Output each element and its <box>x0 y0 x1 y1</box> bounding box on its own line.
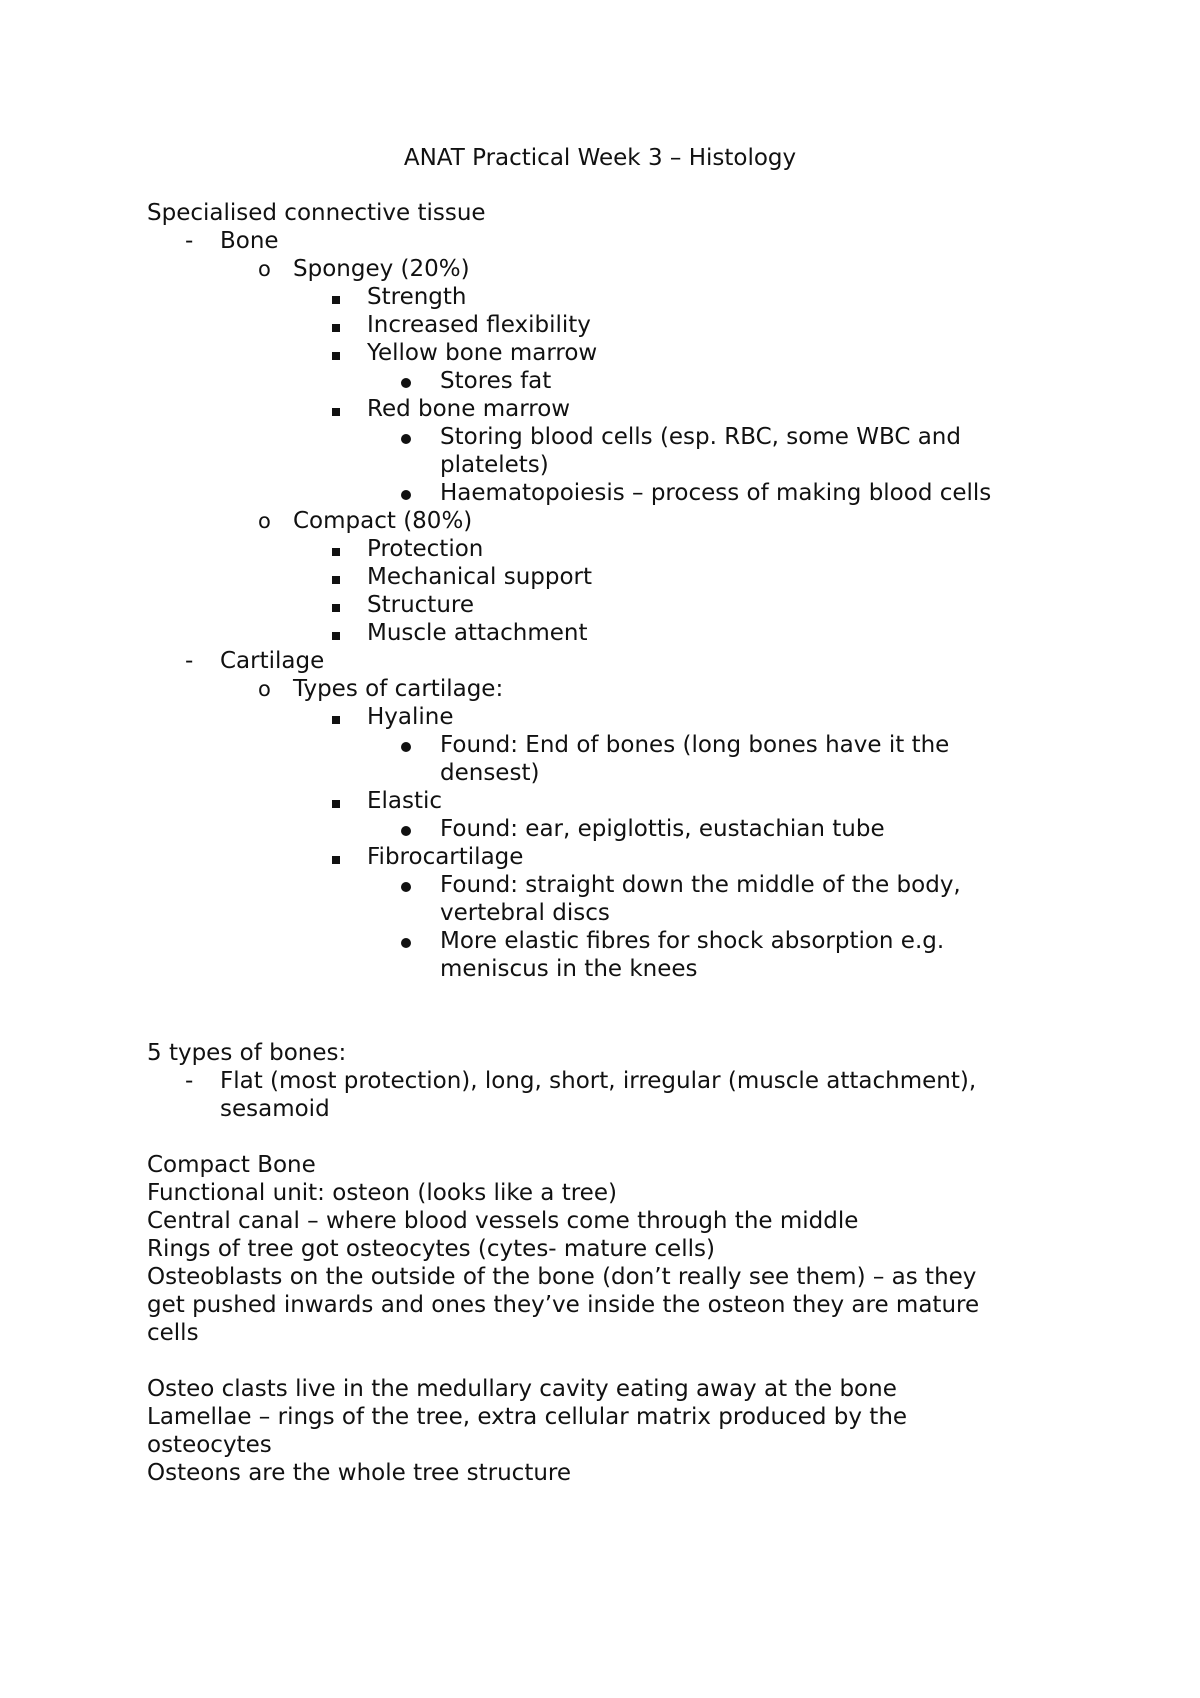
list-item-protection: Protection <box>367 536 484 562</box>
square-bullet <box>332 703 340 731</box>
paragraph-line: Compact Bone <box>147 1152 316 1178</box>
list-item-muscle-attachment: Muscle attachment <box>367 620 588 646</box>
square-bullet <box>332 619 340 647</box>
paragraph-line: Functional unit: osteon (looks like a tree) <box>147 1180 617 1206</box>
square-bullet <box>332 843 340 871</box>
list-item-elastic-fibres: More elastic fibres for shock absorption e.g. <box>440 928 945 954</box>
square-bullet <box>332 395 340 423</box>
paragraph-line: Osteons are the whole tree structure <box>147 1460 572 1486</box>
list-item-storing-blood-cells-cont: platelets) <box>440 452 549 478</box>
list-item-bone-types: Flat (most protection), long, short, irregular (muscle attachment), <box>220 1068 977 1094</box>
square-bullet <box>332 339 340 367</box>
square-bullet <box>332 311 340 339</box>
circle-bullet: o <box>258 257 271 281</box>
list-item-hyaline-found-cont: densest) <box>440 760 540 786</box>
round-bullet <box>401 871 411 899</box>
paragraph-line: get pushed inwards and ones they’ve inside the osteon they are mature <box>147 1292 980 1318</box>
list-item-fibro-found: Found: straight down the middle of the body, <box>440 872 961 898</box>
document-title: ANAT Practical Week 3 – Histology <box>403 145 797 171</box>
dash-bullet: - <box>185 228 194 254</box>
list-item-elastic-fibres-cont: meniscus in the knees <box>440 956 698 982</box>
paragraph-line: Osteoblasts on the outside of the bone (don’t really see them) – as they <box>147 1264 977 1290</box>
round-bullet <box>401 731 411 759</box>
list-item-flexibility: Increased flexibility <box>367 312 591 338</box>
square-bullet <box>332 563 340 591</box>
list-item-storing-blood-cells: Storing blood cells (esp. RBC, some WBC and <box>440 424 961 450</box>
round-bullet <box>401 367 411 395</box>
list-item-cartilage: Cartilage <box>220 648 325 674</box>
paragraph-line: Rings of tree got osteocytes (cytes- mature cells) <box>147 1236 715 1262</box>
square-bullet <box>332 591 340 619</box>
list-item-mechanical-support: Mechanical support <box>367 564 593 590</box>
list-item-strength: Strength <box>367 284 467 310</box>
list-item-elastic-found: Found: ear, epiglottis, eustachian tube <box>440 816 885 842</box>
list-item-fibro-found-cont: vertebral discs <box>440 900 610 926</box>
paragraph-line: Lamellae – rings of the tree, extra cellular matrix produced by the <box>147 1404 908 1430</box>
circle-bullet: o <box>258 677 271 701</box>
round-bullet <box>401 927 411 955</box>
list-item-bone: Bone <box>220 228 279 254</box>
list-item-compact: Compact (80%) <box>293 508 473 534</box>
paragraph-line: cells <box>147 1320 199 1346</box>
circle-bullet: o <box>258 509 271 533</box>
list-item-hyaline-found: Found: End of bones (long bones have it the <box>440 732 950 758</box>
section-heading-bone-types: 5 types of bones: <box>147 1040 347 1066</box>
list-item-structure: Structure <box>367 592 474 618</box>
square-bullet <box>332 283 340 311</box>
list-item-elastic: Elastic <box>367 788 443 814</box>
dash-bullet: - <box>185 648 194 674</box>
paragraph-line: Osteo clasts live in the medullary cavity eating away at the bone <box>147 1376 897 1402</box>
list-item-red-marrow: Red bone marrow <box>367 396 571 422</box>
dash-bullet: - <box>185 1068 194 1094</box>
list-item-stores-fat: Stores fat <box>440 368 552 394</box>
round-bullet <box>401 815 411 843</box>
square-bullet <box>332 535 340 563</box>
paragraph-line: Central canal – where blood vessels come through the middle <box>147 1208 859 1234</box>
list-item-yellow-marrow: Yellow bone marrow <box>367 340 598 366</box>
round-bullet <box>401 479 411 507</box>
section-heading-connective-tissue: Specialised connective tissue <box>147 200 486 226</box>
paragraph-line: osteocytes <box>147 1432 272 1458</box>
list-item-fibrocartilage: Fibrocartilage <box>367 844 524 870</box>
square-bullet <box>332 787 340 815</box>
list-item-hyaline: Hyaline <box>367 704 454 730</box>
list-item-haematopoiesis: Haematopoiesis – process of making blood cells <box>440 480 992 506</box>
list-item-spongey: Spongey (20%) <box>293 256 470 282</box>
list-item-bone-types-cont: sesamoid <box>220 1096 330 1122</box>
list-item-types-cartilage: Types of cartilage: <box>293 676 504 702</box>
round-bullet <box>401 423 411 451</box>
